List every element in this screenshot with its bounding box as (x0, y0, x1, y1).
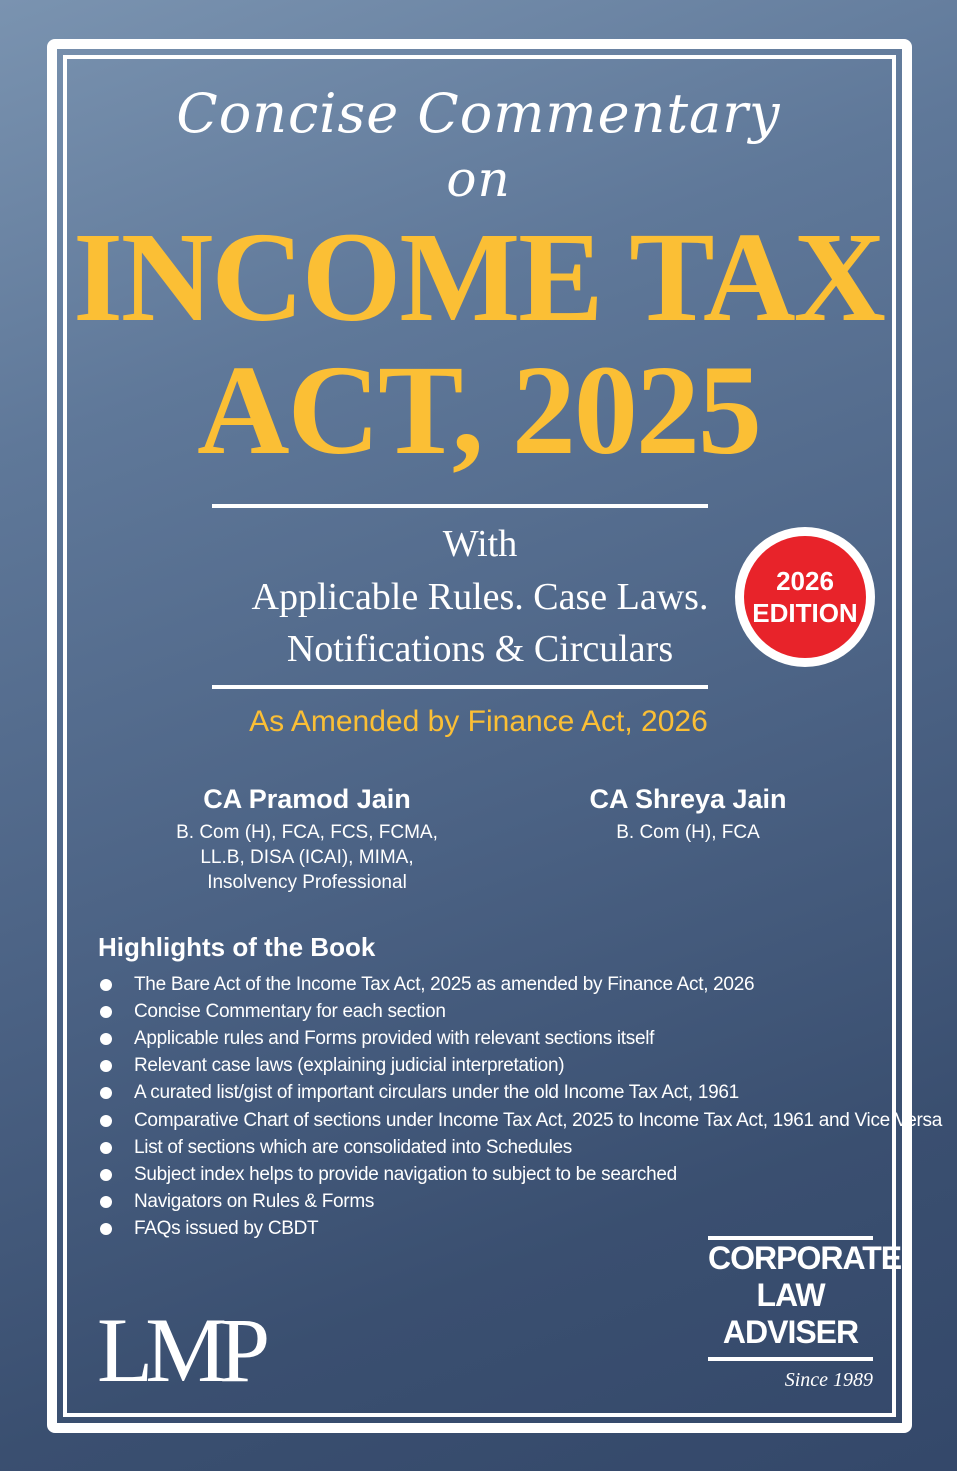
subtitle-line-1: With (442, 523, 518, 565)
bullet-icon (100, 1223, 112, 1235)
bullet-icon (100, 1033, 112, 1045)
bullet-icon (100, 1169, 112, 1181)
list-item (98, 971, 942, 998)
bullet-icon (100, 979, 112, 991)
list-item-text: Applicable rules and Forms provided with relevant sections itself (134, 1027, 655, 1049)
list-item-text: A curated list/gist of important circulars under the old Income Tax Act, 1961 (134, 1082, 739, 1104)
highlights-title: Highlights of the Book (98, 932, 376, 962)
subtitle-line-3: Notifications & Circulars (286, 628, 674, 670)
edition-badge (735, 527, 875, 667)
edition-badge-circle (744, 536, 866, 658)
script-title-line-2: on (446, 150, 511, 208)
highlights-list (98, 971, 942, 1243)
list-item (98, 1161, 942, 1188)
subtitle-line-2: Applicable Rules. Case Laws. (251, 576, 709, 618)
script-title-line-1: Concise Commentary (176, 82, 781, 145)
list-item (98, 1053, 942, 1080)
corporate-law-adviser-logo (708, 1236, 902, 1392)
since-text: Since 1989 (784, 1369, 873, 1391)
bullet-icon (100, 1087, 112, 1099)
bullet-icon (100, 1196, 112, 1208)
divider-top (212, 504, 708, 508)
main-title-line-1: INCOME TAX (73, 206, 884, 348)
list-item (98, 1080, 942, 1107)
credential-line: LL.B, DISA (ICAI), MIMA, (200, 847, 414, 868)
credential-line: B. Com (H), FCA (616, 822, 760, 843)
list-item (98, 998, 942, 1025)
main-title-line-2: ACT, 2025 (197, 339, 760, 481)
logo-rule-bottom (708, 1357, 873, 1361)
list-item-text: Comparative Chart of sections under Income Tax Act, 2025 to Income Tax Act, 1961 and Vice Versa (134, 1109, 942, 1131)
author-2 (538, 782, 838, 845)
list-item-text: List of sections which are consolidated into Schedules (134, 1136, 572, 1158)
list-item (98, 1025, 942, 1052)
logo-line: LAW (756, 1277, 825, 1313)
bullet-icon (100, 1115, 112, 1127)
list-item (98, 1189, 942, 1216)
author-name: CA Pramod Jain (203, 784, 411, 814)
list-item-text: FAQs issued by CBDT (134, 1218, 319, 1240)
edition-year: 2026 (776, 566, 834, 596)
amended-note: As Amended by Finance Act, 2026 (249, 705, 708, 738)
list-item-text: Navigators on Rules & Forms (134, 1191, 375, 1213)
list-item-text: The Bare Act of the Income Tax Act, 2025 as amended by Finance Act, 2026 (134, 973, 755, 995)
list-item-text: Relevant case laws (explaining judicial interpretation) (134, 1055, 565, 1077)
bullet-icon (100, 1006, 112, 1018)
author-credentials (538, 820, 838, 845)
divider-bottom (212, 685, 708, 689)
list-item (98, 1107, 942, 1134)
bullet-icon (100, 1142, 112, 1154)
author-credentials (157, 820, 457, 895)
logo-line: CORPORATE (708, 1240, 902, 1276)
credential-line: Insolvency Professional (207, 872, 407, 893)
author-name: CA Shreya Jain (589, 784, 787, 814)
lmp-logo: LMP (97, 1299, 263, 1401)
list-item-text: Subject index helps to provide navigation to subject to be searched (134, 1163, 677, 1185)
credential-line: B. Com (H), FCA, FCS, FCMA, (176, 822, 438, 843)
edition-label: EDITION (752, 598, 858, 628)
author-1 (157, 782, 457, 895)
list-item-text: Concise Commentary for each section (134, 1000, 446, 1022)
bullet-icon (100, 1060, 112, 1072)
logo-line: ADVISER (722, 1314, 859, 1350)
list-item (98, 1134, 942, 1161)
